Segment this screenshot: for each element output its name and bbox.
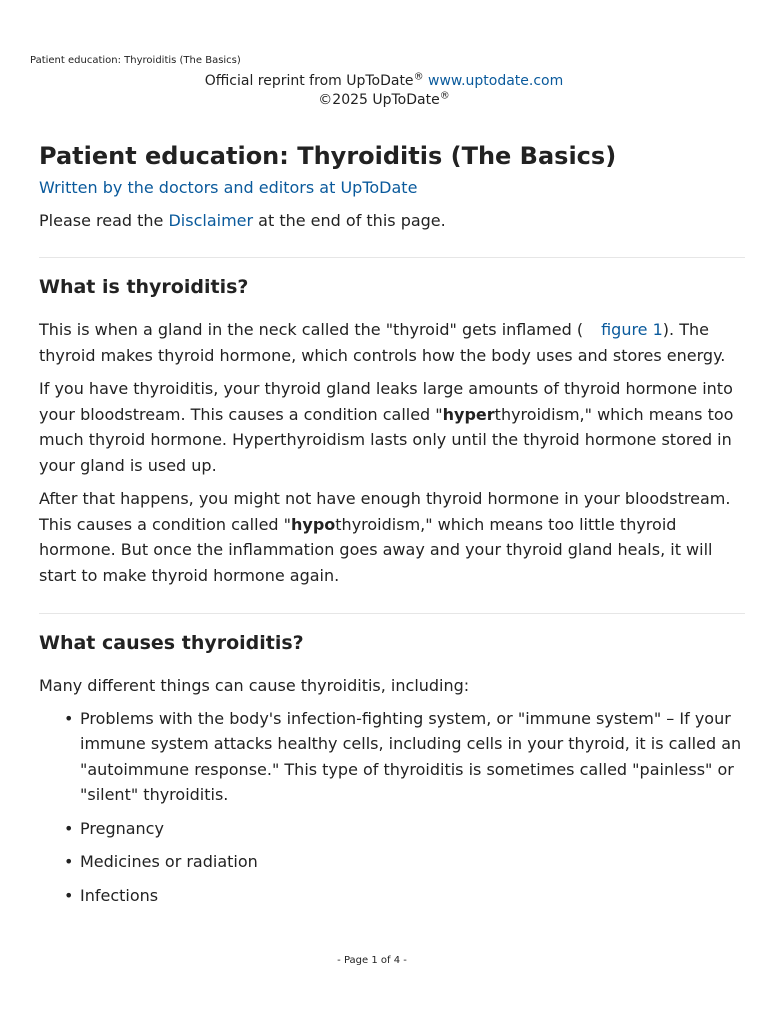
reprint-line	[0, 72, 768, 91]
copyright-text: ©2025 UpToDate	[318, 92, 440, 108]
p2-after: thyroidism," which means too much thyroid hormone. Hyperthyroidism lasts only until the thyroid hormone stored in your gland is used up.	[39, 404, 734, 475]
disclaimer-note	[39, 210, 745, 232]
p3-before: After that happens, you might not have enough thyroid hormone in your bloodstream. This causes a condition called "	[39, 489, 731, 534]
disclaimer-link[interactable]: Disclaimer	[168, 211, 254, 230]
section-divider	[39, 613, 745, 614]
copyright-line	[0, 91, 768, 110]
list-item	[39, 849, 745, 875]
bullet-icon: •	[64, 708, 74, 728]
list-item	[39, 883, 745, 909]
running-head: Patient education: Thyroiditis (The Basics)	[30, 55, 241, 66]
list-item	[39, 816, 745, 842]
article-content	[39, 140, 745, 908]
disclaimer-after: at the end of this page.	[253, 211, 446, 230]
uptodate-url-link[interactable]: www.uptodate.com	[428, 73, 564, 89]
p3-bold: hypo	[291, 514, 336, 534]
list-item-text: Infections	[80, 885, 159, 905]
registered-mark: ®	[413, 71, 424, 83]
p1-after: ). The thyroid makes thyroid hormone, which controls how the body uses and stores energy.	[39, 320, 726, 365]
paragraph-definition	[39, 317, 745, 368]
paragraph-hyperthyroidism	[39, 376, 745, 478]
registered-mark: ®	[439, 90, 450, 102]
disclaimer-before: Please read the	[39, 211, 169, 230]
section-heading-causes: What causes thyroiditis?	[39, 632, 304, 654]
causes-list	[39, 706, 745, 909]
p3-after: thyroidism," which means too little thyroid hormone. But once the inflammation goes away and your thyroid gland heals, it will start to make thyroid hormone again.	[39, 514, 713, 585]
bullet-icon: •	[64, 852, 74, 871]
bullet-icon: •	[64, 885, 74, 905]
causes-intro: Many different things can cause thyroiditis, including:	[39, 676, 470, 695]
bullet-icon: •	[64, 818, 74, 838]
list-item	[39, 706, 745, 808]
byline-link[interactable]: Written by the doctors and editors at UpToDate	[39, 178, 418, 197]
page-title: Patient education: Thyroiditis (The Basics)	[39, 142, 617, 170]
section-divider	[39, 257, 745, 258]
figure-1-link[interactable]: figure 1	[601, 320, 663, 339]
p1-before: This is when a gland in the neck called the "thyroid" gets inflamed (	[39, 320, 584, 339]
list-item-text: Pregnancy	[80, 818, 164, 838]
byline	[39, 177, 745, 199]
page-number: - Page 1 of 4 -	[337, 955, 407, 966]
reprint-notice	[0, 72, 768, 110]
section-heading-what-is: What is thyroiditis?	[39, 276, 249, 298]
list-item-text: Problems with the body's infection-fighting system, or "immune system" – If your immune system attacks healthy cells, including cells in your thyroid, it is called an "autoimmune response." This type of thyroiditis is sometimes called "painless" or "silent" thyroiditis.	[80, 708, 742, 804]
list-item-text: Medicines or radiation	[80, 852, 258, 871]
reprint-prefix: Official reprint from UpToDate	[204, 73, 414, 89]
paragraph-hypothyroidism	[39, 486, 745, 588]
p2-before: If you have thyroiditis, your thyroid gland leaks large amounts of thyroid hormone into your bloodstream. This causes a condition called "	[39, 379, 733, 424]
p2-bold: hyper	[442, 404, 495, 424]
